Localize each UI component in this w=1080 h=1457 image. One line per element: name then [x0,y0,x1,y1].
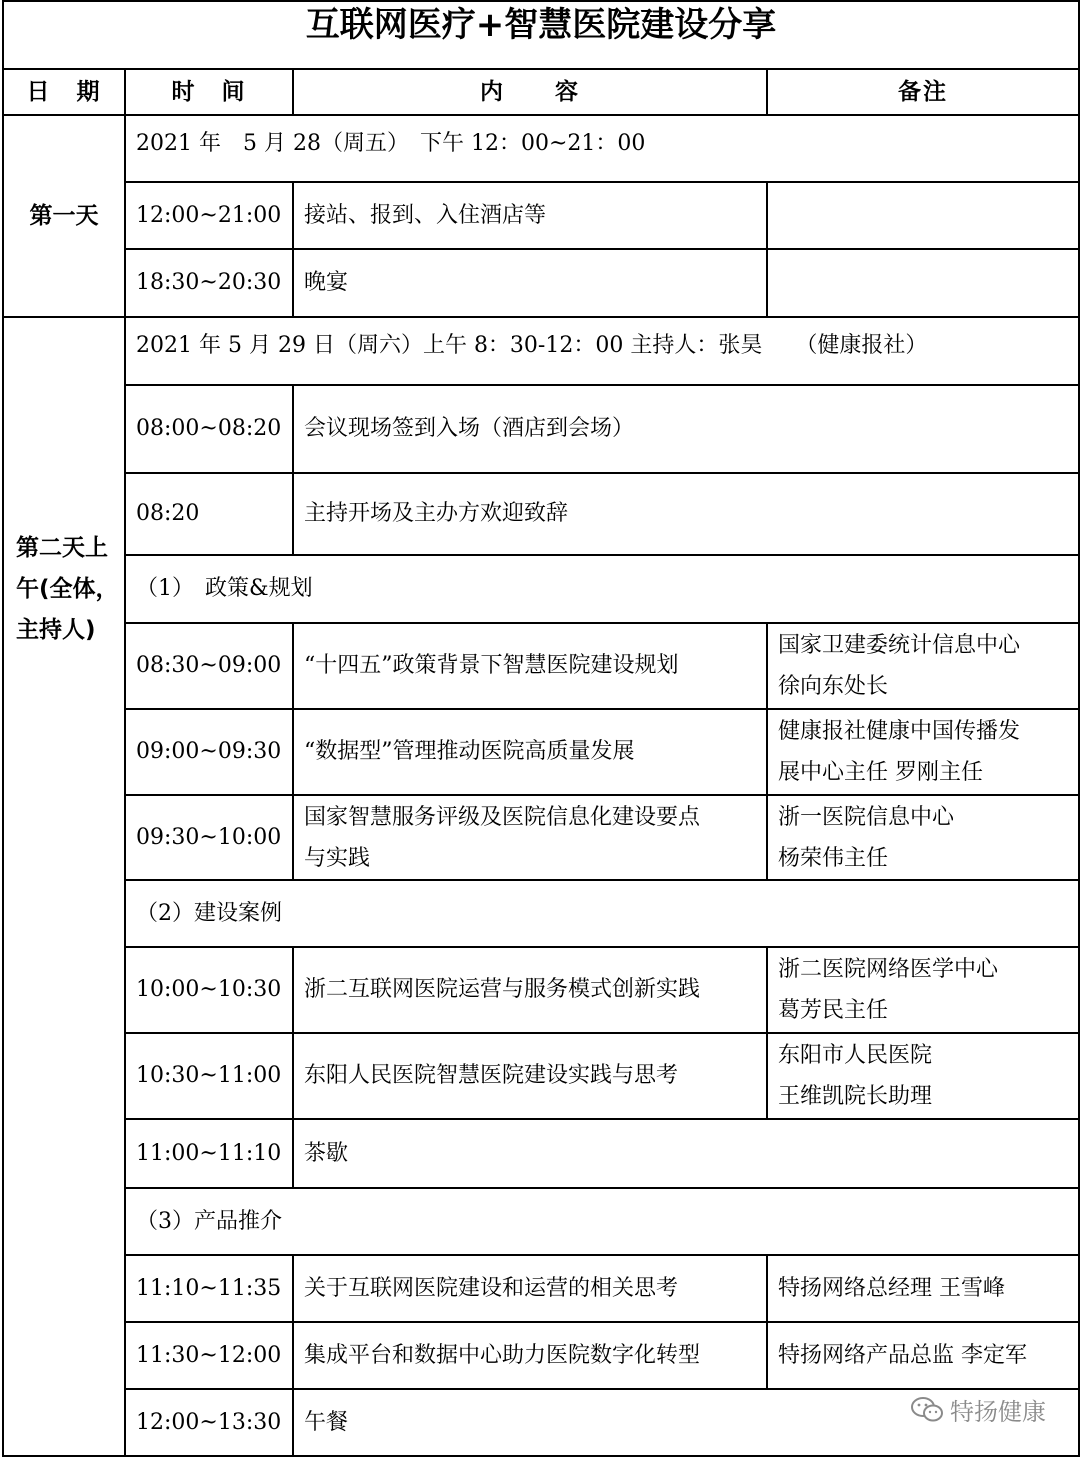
content-cell: 茶歇 [293,1119,1079,1188]
table-row [3,1322,1079,1389]
header-note: 备注 [767,69,1079,115]
time-cell: 18:30~20:30 [125,249,293,317]
table-row [3,385,1079,473]
content-cell: 会议现场签到入场（酒店到会场） [293,385,1079,473]
content-line: 国家智慧服务评级及医院信息化建设要点 [304,804,701,830]
content-cell [293,795,767,880]
time-cell: 12:00~13:30 [125,1389,293,1456]
time-cell: 08:30~09:00 [125,623,293,709]
content-cell: 午餐 [293,1389,1079,1456]
section-title-cases: （2）建设案例 [125,880,1079,947]
table-row [3,249,1079,317]
table-row [3,947,1079,1033]
time-cell: 09:00~09:30 [125,709,293,795]
content-cell: 晚宴 [293,249,767,317]
day2-label [3,317,125,1456]
section-title-products: （3）产品推介 [125,1188,1079,1255]
table-row [3,709,1079,795]
table-row [3,1033,1079,1119]
header-date: 日 期 [3,69,125,115]
note-cell [767,709,1079,795]
time-cell: 11:30~12:00 [125,1322,293,1389]
watermark [910,1392,1046,1427]
note-line: 王维凯院长助理 [778,1084,933,1109]
header-time: 时 间 [125,69,293,115]
note-cell: 特扬网络总经理 王雪峰 [767,1255,1079,1322]
day1-label: 第一天 [3,115,125,317]
note-cell [767,249,1079,317]
time-cell: 11:00~11:10 [125,1119,293,1188]
table-row [3,473,1079,555]
time-cell: 08:20 [125,473,293,555]
content-cell: 东阳人民医院智慧医院建设实践与思考 [293,1033,767,1119]
day2-label-line2: 午(全体， [16,576,119,602]
note-line: 国家卫建委统计信息中心 [778,633,1021,658]
table-row [3,1119,1079,1188]
agenda-table [2,0,1080,1457]
wechat-icon [910,1396,944,1424]
note-line: 浙一医院信息中心 [778,804,955,830]
note-line: 东阳市人民医院 [778,1043,933,1068]
content-line: 与实践 [304,845,371,871]
table-row [3,795,1079,880]
note-cell: 特扬网络产品总监 李定军 [767,1322,1079,1389]
note-cell [767,947,1079,1033]
content-cell: 主持开场及主办方欢迎致辞 [293,473,1079,555]
table-row [3,1255,1079,1322]
note-cell [767,1033,1079,1119]
section-title-policy: （1） 政策&规划 [125,555,1079,623]
note-cell [767,623,1079,709]
table-row [3,623,1079,709]
note-line: 浙二医院网络医学中心 [778,957,999,982]
content-cell: “十四五”政策背景下智慧医院建设规划 [293,623,767,709]
time-cell: 10:30~11:00 [125,1033,293,1119]
note-line: 杨荣伟主任 [778,845,889,871]
note-line: 葛芳民主任 [778,998,889,1023]
content-cell: 浙二互联网医院运营与服务模式创新实践 [293,947,767,1033]
note-cell [767,182,1079,249]
day2-label-line3: 主持人) [16,617,96,643]
day1-banner: 2021 年 5 月 28（周五） 下午 12：00~21：00 [125,115,1079,182]
time-cell: 12:00~21:00 [125,182,293,249]
note-line: 徐向东处长 [778,674,889,699]
note-line: 展中心主任 罗刚主任 [778,760,983,785]
header-content: 内 容 [293,69,767,115]
time-cell: 10:00~10:30 [125,947,293,1033]
time-cell: 11:10~11:35 [125,1255,293,1322]
content-cell: 关于互联网医院建设和运营的相关思考 [293,1255,767,1322]
note-line: 健康报社健康中国传播发 [778,719,1021,744]
table-row [3,182,1079,249]
content-cell: “数据型”管理推动医院高质量发展 [293,709,767,795]
content-cell: 集成平台和数据中心助力医院数字化转型 [293,1322,767,1389]
time-cell: 08:00~08:20 [125,385,293,473]
note-cell [767,795,1079,880]
watermark-text: 特扬健康 [950,1398,1046,1426]
day2-label-line1: 第二天上 [16,535,108,561]
document-title: 互联网医疗+智慧医院建设分享 [3,1,1079,69]
content-cell: 接站、报到、入住酒店等 [293,182,767,249]
day2-banner: 2021 年 5 月 29 日（周六）上午 8：30-12：00 主持人：张昊 （健康报社） [125,317,1079,385]
time-cell: 09:30~10:00 [125,795,293,880]
